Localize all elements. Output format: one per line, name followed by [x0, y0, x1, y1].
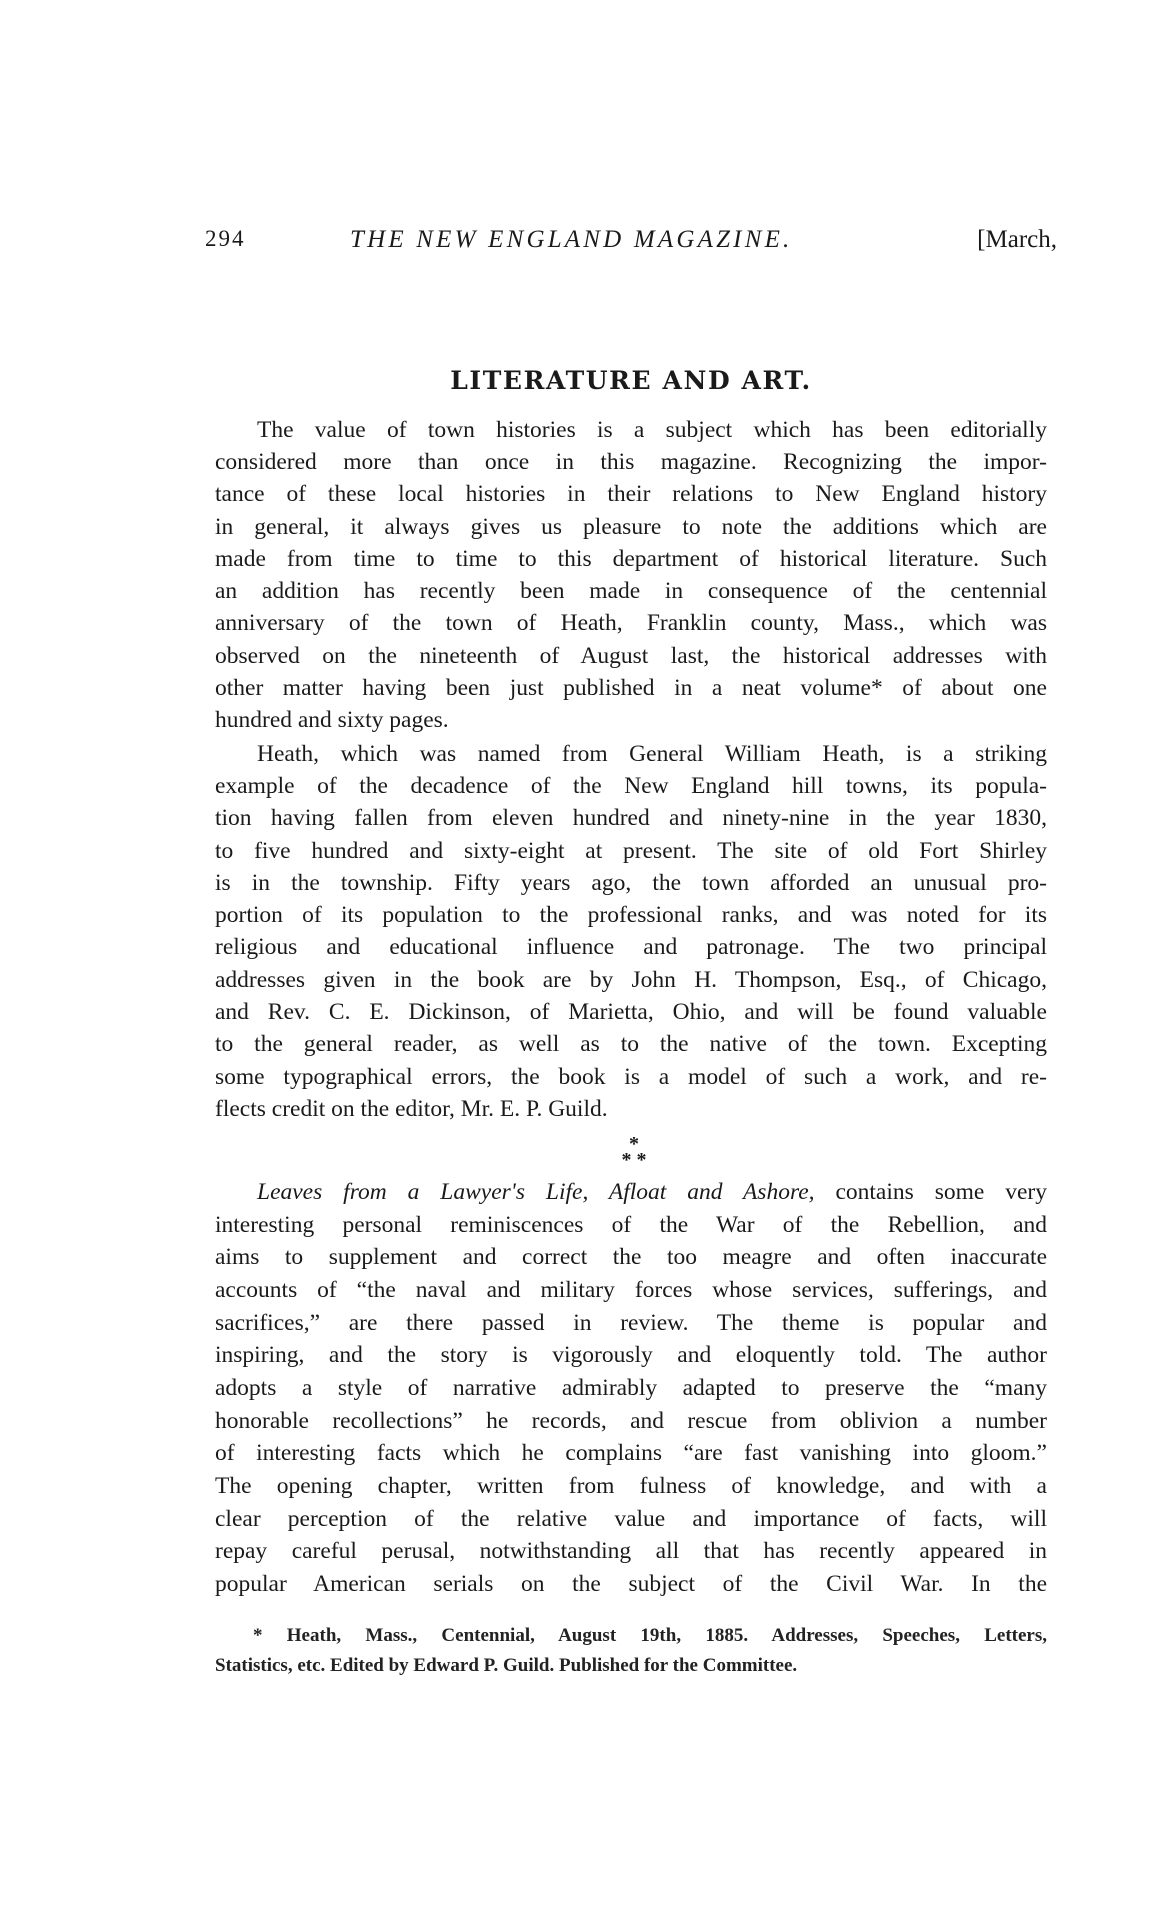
text-line: repay careful perusal, notwithstanding all that has recently appeared in [215, 1538, 1047, 1564]
text-line: made from time to time to this department of historical literature. Such [215, 546, 1047, 572]
text-line: inspiring, and the story is vigorously and eloquently told. The author [215, 1342, 1047, 1368]
text-line: clear perception of the relative value and importance of facts, will [215, 1506, 1047, 1532]
text-line: The value of town histories is a subject which has been editorially [257, 417, 1047, 443]
text-line: to the general reader, as well as to the native of the town. Excepting [215, 1031, 1047, 1057]
text-line: hundred and sixty pages. [215, 707, 449, 733]
text-line: to five hundred and sixty-eight at present. The site of old Fort Shirley [215, 838, 1047, 864]
text-line: flects credit on the editor, Mr. E. P. Guild. [215, 1096, 608, 1122]
section-title: LITERATURE AND ART. [450, 366, 812, 395]
text-line: Heath, which was named from General William Heath, is a striking [257, 741, 1047, 767]
text-line: tance of these local histories in their relations to New England history [215, 481, 1047, 507]
text-line: religious and educational influence and patronage. The two principal [215, 934, 1047, 960]
text-line: other matter having been just published in a neat volume* of about one [215, 675, 1047, 701]
book-title: Leaves from a Lawyer's Life, Afloat and Ashore, [257, 1179, 815, 1205]
text-line: some typographical errors, the book is a model of such a work, and re- [215, 1064, 1047, 1090]
text-line: in general, it always gives us pleasure to note the additions which are [215, 514, 1047, 540]
text-line [257, 1176, 1047, 1208]
running-head [205, 226, 1057, 260]
text-line: considered more than once in this magazine. Recognizing the impor- [215, 449, 1047, 475]
footnote-line: Statistics, etc. Edited by Edward P. Guild. Published for the Committee. [215, 1655, 798, 1676]
asterism-top: * [629, 1133, 639, 1155]
text-line: an addition has recently been made in consequence of the centennial [215, 578, 1047, 604]
text-line: tion having fallen from eleven hundred and ninety-nine in the year 1830, [215, 805, 1047, 831]
issue-month: [March, [977, 226, 1057, 253]
text-line: accounts of “the naval and military forces whose services, sufferings, and [215, 1277, 1047, 1303]
text-line: example of the decadence of the New England hill towns, its popula- [215, 773, 1047, 799]
text-line: interesting personal reminiscences of the War of the Rebellion, and [215, 1212, 1047, 1238]
text-line: anniversary of the town of Heath, Franklin county, Mass., which was [215, 610, 1047, 636]
text-line: The opening chapter, written from fulness of knowledge, and with a [215, 1473, 1047, 1499]
text-line: popular American serials on the subject of the Civil War. In the [215, 1571, 1047, 1597]
text-line: and Rev. C. E. Dickinson, of Marietta, Ohio, and will be found valuable [215, 999, 1047, 1025]
asterism-divider [612, 1133, 656, 1171]
text-line: aims to supplement and correct the too meagre and often inaccurate [215, 1244, 1047, 1270]
text-fragment: contains some very [814, 1179, 1047, 1205]
text-line: addresses given in the book are by John H. Thompson, Esq., of Chicago, [215, 967, 1047, 993]
text-line: honorable recollections” he records, and rescue from oblivion a number [215, 1408, 1047, 1434]
asterism-bottom: * * [621, 1149, 647, 1171]
text-line: is in the township. Fifty years ago, the town afforded an unusual pro- [215, 870, 1047, 896]
magazine-title: THE NEW ENGLAND MAGAZINE. [350, 226, 793, 253]
text-line: sacrifices,” are there passed in review. The theme is popular and [215, 1310, 1047, 1336]
text-line: portion of its population to the professional ranks, and was noted for its [215, 902, 1047, 928]
footnote-line: * Heath, Mass., Centennial, August 19th, 1885. Addresses, Speeches, Letters, [253, 1625, 1047, 1646]
text-line: observed on the nineteenth of August last, the historical addresses with [215, 643, 1047, 669]
page-number: 294 [205, 226, 246, 251]
text-line: adopts a style of narrative admirably adapted to preserve the “many [215, 1375, 1047, 1401]
text-line: of interesting facts which he complains “are fast vanishing into gloom.” [215, 1440, 1047, 1466]
